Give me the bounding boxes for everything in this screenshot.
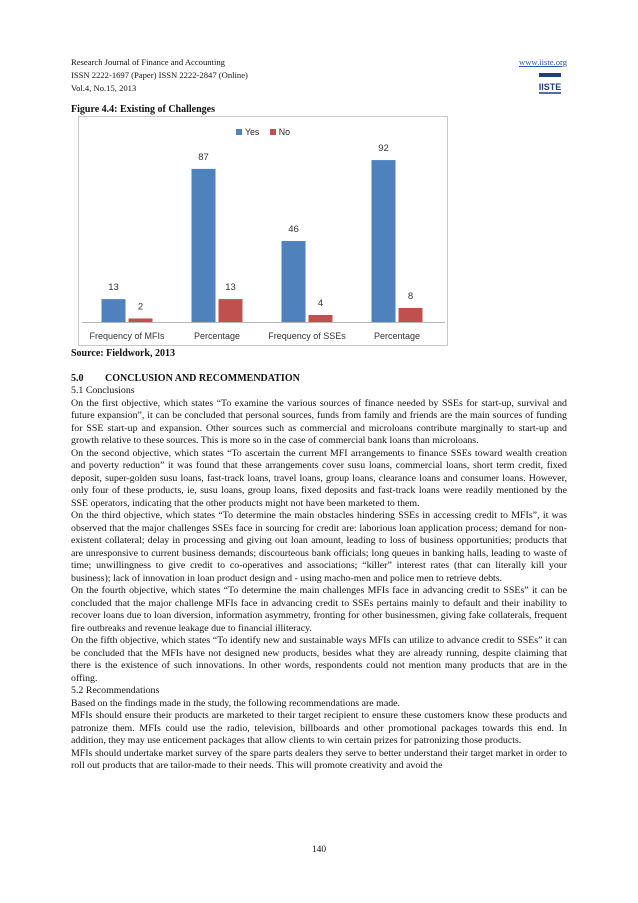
page-header [71, 56, 567, 95]
bar-yes-0 [102, 299, 126, 322]
page-number: 140 [311, 845, 327, 855]
section-title: CONCLUSION AND RECOMMENDATION [105, 373, 300, 384]
journal-url-link[interactable]: www.iiste.org [519, 57, 567, 67]
paragraph: MFIs should ensure their products are marketed to their target recipient to ensure these customers know these products and patronize them. MFIs could use the radio, television, billboards and other promotional packages towards this end. In addition, they may use enticement packages that allow clients to win certain prizes for patronizing those products. [71, 710, 567, 746]
body-text [71, 385, 567, 773]
bar-no-0 [129, 318, 153, 322]
iiste-logo [536, 71, 564, 97]
x-tick-label-1: Percentage [193, 331, 241, 341]
volume-line: Vol.4, No.15, 2013 [71, 83, 137, 93]
legend-label-no: No [278, 127, 291, 137]
svg-text:IISTE: IISTE [538, 82, 562, 92]
bar-no-2 [309, 315, 333, 322]
bar-yes-2 [282, 241, 306, 322]
data-label-yes-0: 13 [108, 282, 119, 294]
paragraph: Based on the findings made in the study, the following recommendations are made. [71, 697, 400, 709]
x-tick-label-3: Percentage [373, 331, 421, 341]
paragraph: On the fifth objective, which states “To identify new and sustainable ways MFIs can utilize to advance credit to SSEs” it can be concluded that the MFIs have not designed new products, besides what they are already running, despite claiming that there is the existence of such innovations. In other words, respondents could not mention many products that are in the offing. [71, 635, 567, 684]
data-label-no-3: 8 [407, 290, 414, 302]
x-tick-label-0: Frequency of MFIs [89, 331, 165, 341]
chart-plot [79, 117, 449, 347]
issn-line: ISSN 2222-1697 (Paper) ISSN 2222-2847 (Online) [71, 70, 248, 80]
journal-name: Research Journal of Finance and Accounting [71, 57, 225, 67]
bar-yes-3 [372, 160, 396, 322]
x-tick-label-2: Frequency of SSEs [268, 331, 346, 341]
paragraph: On the first objective, which states “To examine the various sources of finance needed by SSEs for start-up, survival and future expansion”, it can be concluded that personal sources, funds from family and friends are the main sources of funding for SSE start-up and expansion. Other sources such as commercial and microloans contribute marginally to start-up and growth relative to these sources. This is more so in the case of commercial bank loans than microloans. [71, 397, 567, 446]
data-label-no-2: 4 [317, 297, 324, 309]
section-heading [71, 373, 300, 384]
subsection-heading: 5.1 Conclusions [71, 385, 135, 396]
bar-chart [78, 116, 448, 346]
paragraph: On the third objective, which states “To determine the main obstacles hindering SSEs in accessing credit to MFIs”, it was observed that the major challenges SSEs face in sourcing for credit are: laborious loan application process; demand for non-existent collateral; delay in processing and giving out loan amount, leading to loss of business opportunities; products that are unresponsive to current business demands; discourteous bank officials; long queues in banking halls, leading to waste of time; unwillingness to give credit to co-operatives and associations; “killer” interest rates (that can literally kill your business); lack of innovation in loan product design and - using macho-men and police men to retrieve debts. [71, 510, 567, 584]
data-label-yes-2: 46 [288, 224, 299, 236]
section-number: 5.0 [71, 373, 84, 384]
bar-no-1 [219, 299, 243, 322]
legend-label-yes: Yes [244, 127, 260, 137]
data-label-no-0: 2 [137, 301, 144, 313]
bar-no-3 [399, 308, 423, 322]
paragraph: On the fourth objective, which states “To determine the main challenges MFIs face in advancing credit to SSEs” it can be concluded that the major challenge MFIs face in advancing credit to SSEs pertains mainly to default and their inability to recover loans due to loan diversion, information asymmetry, fronting for other businessmen, giving fake collaterals, frequent fire outbreaks and revenue leakage due to financial illiteracy. [71, 585, 567, 634]
bar-yes-1 [192, 169, 216, 322]
data-label-yes-3: 92 [378, 143, 389, 155]
paragraph: On the second objective, which states “To ascertain the current MFI arrangements to finance SSEs toward wealth creation and poverty reduction” it was found that these arrangements cover susu loans, commercial loans, short term credit, fixed deposit, super-golden susu loans, fast-track loans, travel loans, group loans, clearance loans and consumer loans. However, only four of these products, ie, susu loans, group loans, fixed deposits and fast-track loans were readily mentioned by the SSE operators, indicating that the other products might not have been marketed to them. [71, 447, 567, 509]
paragraph: MFIs should undertake market survey of the spare parts dealers they serve to better understand their target market in order to roll out products that are tailor-made to their needs. This will promote creativity and avoid the [71, 747, 567, 771]
subsection-heading: 5.2 Recommendations [71, 685, 160, 696]
figure-title: Figure 4.4: Existing of Challenges [71, 104, 215, 115]
data-label-yes-1: 87 [198, 151, 209, 163]
data-label-no-1: 13 [225, 282, 236, 294]
figure-source: Source: Fieldwork, 2013 [71, 348, 175, 359]
